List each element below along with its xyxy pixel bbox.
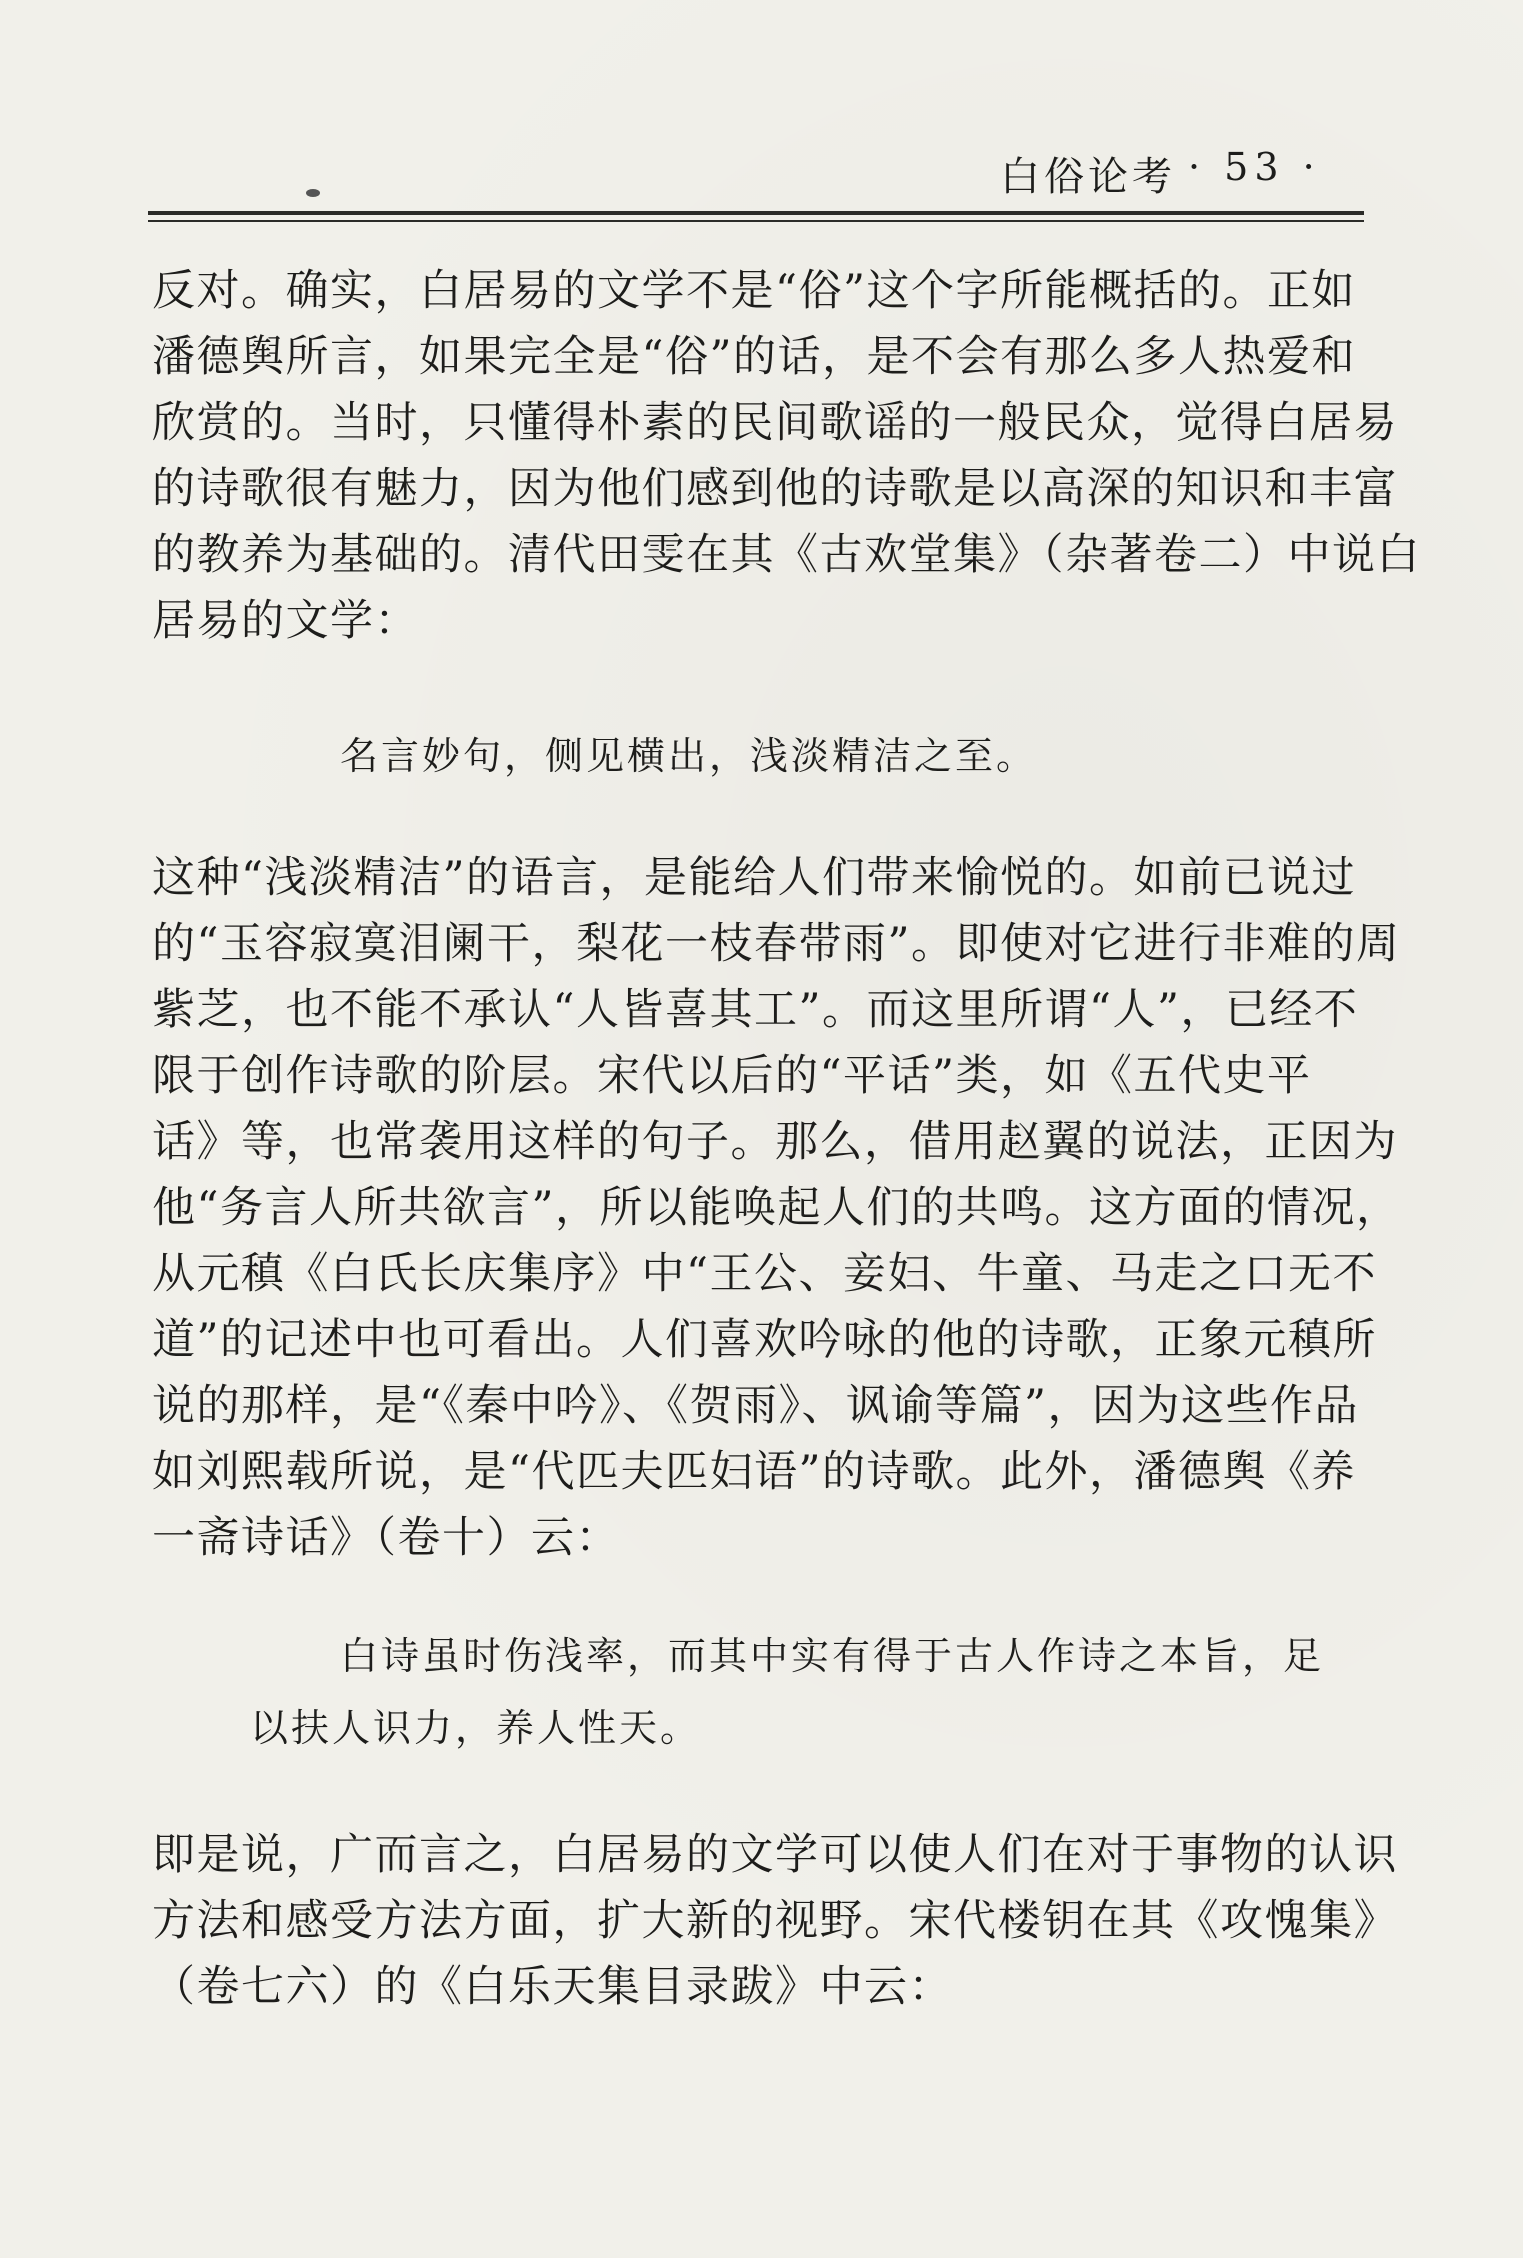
header-rule-thick [148,211,1364,215]
text-line: 限于创作诗歌的阶层。宋代以后的“平话”类，如《五代史平 [152,1051,1312,1101]
text-line: 反对。确实，白居易的文学不是“俗”这个字所能概括的。正如 [152,266,1356,316]
text-line: 道”的记述中也可看出。人们喜欢吟咏的他的诗歌，正象元稹所 [152,1315,1377,1365]
quote-line: 以扶人识力，养人性天。 [250,1706,702,1750]
text-line: 一斋诗话》（卷十）云： [152,1513,620,1563]
text-line: 居易的文学： [152,596,419,646]
page-number: · 53 · [1188,145,1321,189]
ink-speck [306,189,320,197]
text-line: 的“玉容寂寞泪阑干，梨花一枝春带雨”。即使对它进行非难的周 [152,919,1401,969]
running-header-title: 白俗论考 [1000,154,1176,200]
text-line: 潘德舆所言，如果完全是“俗”的话，是不会有那么多人热爱和 [152,332,1356,382]
text-line: （卷七六）的《白乐天集目录跋》中云： [152,1962,953,2012]
text-line: 欣赏的。当时，只懂得朴素的民间歌谣的一般民众，觉得白居易 [152,398,1398,448]
text-line: 的教养为基础的。清代田雯在其《古欢堂集》（杂著卷二）中说白 [152,530,1421,580]
text-line: 即是说，广而言之，白居易的文学可以使人们在对于事物的认识 [152,1830,1398,1880]
text-line: 的诗歌很有魅力，因为他们感到他的诗歌是以高深的知识和丰富 [152,464,1398,514]
text-line: 说的那样，是“《秦中吟》、《贺雨》、讽谕等篇”，因为这些作品 [152,1381,1359,1431]
block-quote-1 [340,720,1037,792]
text-line: 从元稹《白氏长庆集序》中“王公、妾妇、牛童、马走之口无不 [152,1249,1377,1299]
text-line: 紫芝，也不能不承认“人皆喜其工”。而这里所谓“人”，已经不 [152,985,1359,1035]
text-line: 如刘熙载所说，是“代匹夫匹妇语”的诗歌。此外，潘德舆《养 [152,1447,1356,1497]
block-quote-2 [250,1620,1324,1764]
paragraph-2 [152,845,1401,1571]
text-line: 这种“浅淡精洁”的语言，是能给人们带来愉悦的。如前已说过 [152,853,1356,903]
header-rule-thin [148,220,1364,222]
quote-line: 白诗虽时伤浅率，而其中实有得于古人作诗之本旨，足 [340,1634,1325,1678]
text-line: 方法和感受方法方面，扩大新的视野。宋代楼钥在其《攻愧集》 [152,1896,1398,1946]
paragraph-1 [152,258,1421,654]
quote-line: 名言妙句，侧见横出，浅淡精洁之至。 [340,734,1038,778]
paragraph-3 [152,1822,1398,2020]
text-line: 话》等，也常袭用这样的句子。那么，借用赵翼的说法，正因为 [152,1117,1398,1167]
text-line: 他“务言人所共欲言”，所以能唤起人们的共鸣。这方面的情况， [152,1183,1401,1233]
